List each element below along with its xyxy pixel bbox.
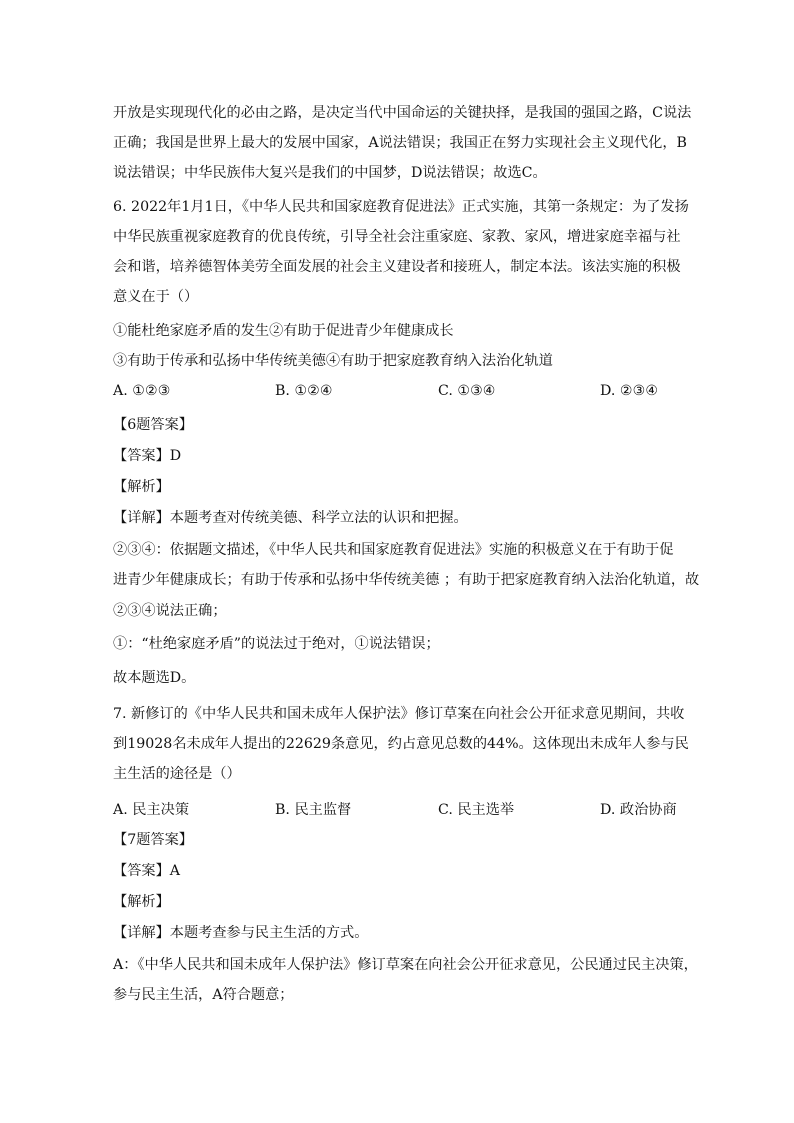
question-6-options [113, 383, 693, 403]
option-a: A. 民主决策 [113, 802, 190, 818]
analysis-tag: 【解析】 [113, 894, 170, 910]
explanation-line: 故本题选D。 [113, 670, 196, 686]
option-d: D. ②③④ [600, 383, 659, 399]
explanation-line: ②③④说法正确； [113, 603, 227, 619]
answer: 【答案】D [113, 448, 182, 464]
question-7-stem: 7. 新修订的《中华人民共和国未成年人保护法》修订草案在向社会公开征求意见期间，共收 [113, 706, 685, 722]
explanation-line: 进青少年健康成长；有助于传承和弘扬中华传统美德 ；有助于把家庭教育纳入法治化轨道，故 [113, 572, 700, 588]
answer: 【答案】A [113, 863, 180, 879]
explanation-line: ①：“杜绝家庭矛盾”的说法过于绝对，①说法错误； [113, 636, 440, 652]
text-line: 开放是实现现代化的必由之路，是决定当代中国命运的关键抉择，是我国的强国之路，C说法 [113, 105, 692, 121]
explanation-line: ②③④：依据题文描述，《中华人民共和国家庭教育促进法》实施的积极意义在于有助于促 [113, 542, 674, 558]
answer-tag: 【7题答案】 [113, 832, 193, 848]
option-b: B. ①②④ [275, 383, 333, 399]
question-6-stem: 意义在于（） [113, 289, 199, 305]
option-a: A. ①②③ [113, 383, 171, 399]
option-b: B. 民主监督 [275, 802, 352, 818]
option-c: C. ①③④ [438, 383, 496, 399]
answer-tag: 【6题答案】 [113, 417, 193, 433]
question-6-statement: ③有助于传承和弘扬中华传统美德④有助于把家庭教育纳入法治化轨道 [113, 353, 553, 369]
question-6-stem: 中华民族重视家庭教育的优良传统，引导全社会注重家庭、家教、家风，增进家庭幸福与社 [113, 229, 681, 245]
question-7-stem: 主生活的途径是（） [113, 766, 241, 782]
explanation-line: 参与民主生活，A符合题意； [113, 987, 294, 1003]
question-6-statement: ①能杜绝家庭矛盾的发生②有助于促进青少年健康成长 [113, 323, 454, 339]
question-6-stem: 6. 2022年1月1日，《中华人民共和国家庭教育促进法》正式实施，其第一条规定：为了发扬 [113, 199, 689, 215]
explanation-line: A：《中华人民共和国未成年人保护法》修订草案在向社会公开征求意见，公民通过民主决策， [113, 957, 698, 973]
text-line: 说法错误；中华民族伟大复兴是我们的中国梦，D说法错误；故选C。 [113, 165, 547, 181]
question-7-options [113, 799, 693, 819]
detail: 【详解】本题考查对传统美德、科学立法的认识和把握。 [113, 510, 468, 526]
question-7-stem: 到19028名未成年人提出的22629条意见，约占意见总数的44%。这体现出未成年人参与民 [113, 736, 689, 752]
option-d: D. 政治协商 [600, 802, 677, 818]
detail: 【详解】本题考查参与民主生活的方式。 [113, 925, 369, 941]
question-6-stem: 会和谐，培养德智体美劳全面发展的社会主义建设者和接班人，制定本法。该法实施的积极 [113, 259, 681, 275]
analysis-tag: 【解析】 [113, 479, 170, 495]
option-c: C. 民主选举 [438, 802, 515, 818]
text-line: 正确；我国是世界上最大的发展中国家，A说法错误；我国正在努力实现社会主义现代化，B [113, 135, 687, 151]
